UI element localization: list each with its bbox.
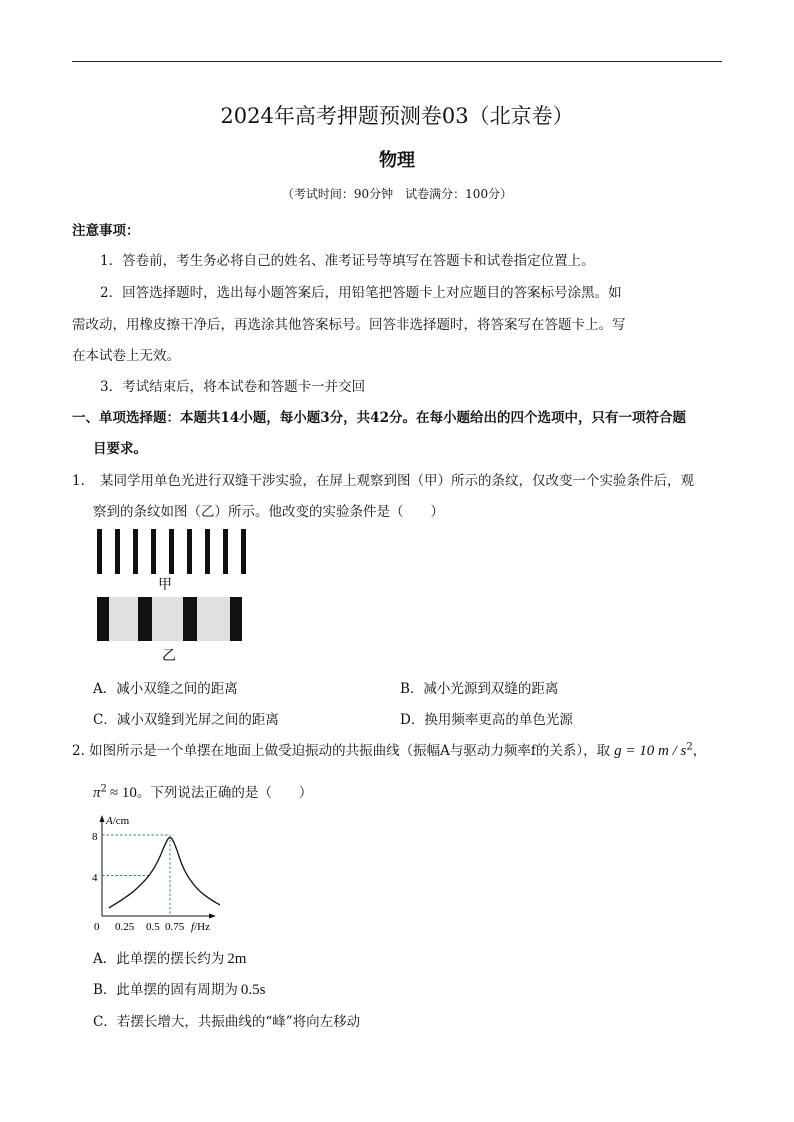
fringe-yi-1 bbox=[97, 597, 109, 641]
fringe-jia-8 bbox=[223, 529, 228, 574]
q1-fringe-figures bbox=[90, 525, 260, 665]
fringe-pattern-jia bbox=[97, 529, 246, 574]
resonance-curve bbox=[109, 838, 220, 908]
notice-item-2-line-1: 2．回答选择题时，选出每小题答案后，用铅笔把答题卡上对应题目的答案标号涂黑。如 bbox=[100, 285, 622, 301]
x-tick-label-0-25: 0.25 bbox=[115, 921, 135, 933]
fringe-pattern-yi bbox=[97, 597, 242, 641]
x-tick-label-0-75: 0.75 bbox=[165, 921, 185, 933]
q1-option-b[interactable]: B．减小光源到双缝的距离 bbox=[400, 681, 559, 697]
y-tick-label-4: 4 bbox=[92, 872, 98, 884]
q2-pi-symbol: π bbox=[93, 785, 101, 801]
fringe-yi-4 bbox=[230, 597, 242, 641]
fringe-yi-3 bbox=[183, 597, 197, 641]
notice-item-2-line-2: 需改动，用橡皮擦干净后，再选涂其他答案标号。回答非选择题时，将答案写在答题卡上。写 bbox=[72, 317, 626, 333]
notice-heading: 注意事项： bbox=[72, 223, 140, 239]
notice-item-1: 1．答卷前，考生务必将自己的姓名、准考证号等填写在答题卡和试卷指定位置上。 bbox=[100, 253, 595, 269]
q1-stem-line-2: 察到的条纹如图（乙）所示。他改变的实验条件是（ ） bbox=[93, 504, 444, 520]
q2-option-b[interactable] bbox=[93, 978, 266, 999]
q2-stem-text: 2. 如图所示是一个单摆在地面上做受迫振动的共振曲线（振幅A与驱动力频率f的关系），取 bbox=[72, 743, 611, 759]
q2-pi-exponent: 2 bbox=[100, 783, 107, 795]
x-axis-arrow bbox=[209, 914, 216, 919]
resonance-curve-layer bbox=[109, 838, 220, 908]
q2-g-expression: g = 10 m / s bbox=[614, 743, 687, 759]
q1-option-c[interactable]: C．减小双缝到光屏之间的距离 bbox=[93, 712, 279, 728]
q2-option-a[interactable] bbox=[93, 947, 246, 968]
fig-label-yi: 乙 bbox=[162, 649, 176, 664]
fringe-yi-background bbox=[97, 597, 242, 641]
notice-item-2-line-3: 在本试卷上无效。 bbox=[72, 348, 180, 364]
fringe-jia-5 bbox=[169, 529, 174, 574]
section-heading-line-2: 目要求。 bbox=[93, 441, 147, 457]
x-tick-label-0-5: 0.5 bbox=[146, 921, 160, 933]
q2-option-a-value: 2m bbox=[227, 951, 247, 967]
peak-guide-lines bbox=[102, 835, 170, 916]
q1-number: 1． bbox=[72, 473, 95, 489]
fringe-jia-4 bbox=[151, 529, 156, 574]
q2-option-b-value: 0.5s bbox=[240, 982, 266, 998]
q2-stem-tail: 。下列说法正确的是（ ） bbox=[136, 785, 313, 801]
fringe-jia-2 bbox=[115, 529, 120, 574]
q2-resonance-graph bbox=[85, 812, 220, 940]
subject-title: 物理 bbox=[379, 150, 415, 171]
fringe-jia-6 bbox=[187, 529, 192, 574]
exam-info: （考试时间：90分钟 试卷满分：100分） bbox=[281, 187, 513, 201]
q2-option-c[interactable]: C．若摆长增大，共振曲线的“峰”将向左移动 bbox=[93, 1014, 361, 1030]
fringe-jia-1 bbox=[97, 529, 102, 574]
y-axis-label: A/cm bbox=[106, 815, 130, 827]
q2-stem-line-2 bbox=[93, 781, 312, 802]
page-title: 2024年高考押题预测卷03（北京卷） bbox=[220, 104, 574, 128]
top-rule bbox=[72, 61, 722, 62]
q2-option-b-text: B．此单摆的固有周期为 bbox=[93, 982, 238, 998]
q1-option-d[interactable]: D．换用频率更高的单色光源 bbox=[400, 712, 573, 728]
q1-stem-line-1: 某同学用单色光进行双缝干涉实验，在屏上观察到图（甲）所示的条纹，仅改变一个实验条件后，观 bbox=[100, 473, 694, 489]
notice-item-3: 3．考试结束后，将本试卷和答题卡一并交回 bbox=[100, 379, 366, 395]
q2-pi-approx: ≈ 10 bbox=[109, 785, 137, 801]
q1-option-a[interactable]: A．减小双缝之间的距离 bbox=[93, 681, 238, 697]
origin-label: 0 bbox=[94, 921, 100, 933]
x-axis-label: f/Hz bbox=[191, 921, 210, 933]
q2-option-a-text: A．此单摆的摆长约为 bbox=[93, 951, 225, 967]
y-axis-arrow bbox=[100, 815, 105, 822]
fig-label-jia: 甲 bbox=[158, 578, 172, 593]
section-heading-line-1: 一、单项选择题：本题共14小题，每小题3分，共42分。在每小题给出的四个选项中，只有一项符合题 bbox=[72, 410, 686, 426]
fringe-jia-7 bbox=[205, 529, 210, 574]
fringe-jia-3 bbox=[133, 529, 138, 574]
fringe-jia-9 bbox=[241, 529, 246, 574]
y-tick-label-8: 8 bbox=[92, 831, 98, 843]
q2-comma: ， bbox=[692, 743, 707, 759]
q2-g-exponent: 2 bbox=[686, 741, 693, 753]
q2-stem-line-1 bbox=[72, 739, 706, 760]
fringe-yi-2 bbox=[138, 597, 152, 641]
